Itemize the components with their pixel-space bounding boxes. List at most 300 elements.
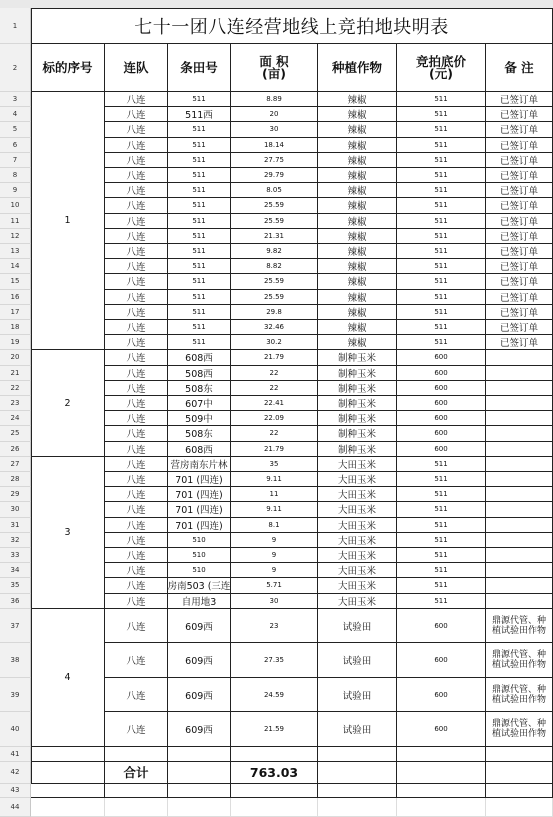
crop-cell[interactable]: 大田玉米 [318, 457, 397, 472]
field-number-cell[interactable]: 511 [168, 122, 231, 137]
remark-cell[interactable] [486, 502, 553, 517]
area-cell[interactable]: 9 [231, 548, 318, 563]
remark-cell[interactable]: 已签订单 [486, 168, 553, 183]
field-number-cell[interactable]: 511 [168, 320, 231, 335]
row-number[interactable]: 18 [0, 320, 31, 335]
remark-cell[interactable] [486, 594, 553, 609]
row-number[interactable]: 6 [0, 138, 31, 153]
field-number-cell[interactable]: 510 [168, 533, 231, 548]
area-cell[interactable]: 18.14 [231, 138, 318, 153]
total-label[interactable]: 合计 [105, 762, 168, 784]
team-cell[interactable]: 八连 [105, 643, 168, 678]
base-price-cell[interactable]: 511 [397, 153, 486, 168]
remark-cell[interactable]: 已签订单 [486, 305, 553, 320]
base-price-cell[interactable]: 600 [397, 609, 486, 644]
remark-cell[interactable] [486, 442, 553, 457]
area-cell[interactable]: 8.89 [231, 92, 318, 107]
base-price-cell[interactable]: 511 [397, 214, 486, 229]
team-cell[interactable]: 八连 [105, 198, 168, 213]
crop-cell[interactable]: 大田玉米 [318, 594, 397, 609]
field-number-cell[interactable]: 608西 [168, 442, 231, 457]
crop-cell[interactable]: 制种玉米 [318, 426, 397, 441]
remark-cell[interactable]: 已签订单 [486, 259, 553, 274]
column-header[interactable]: 竞拍底价 (元) [397, 44, 486, 92]
base-price-cell[interactable]: 511 [397, 533, 486, 548]
crop-cell[interactable]: 辣椒 [318, 259, 397, 274]
row-number[interactable]: 43 [0, 784, 31, 798]
row-number[interactable]: 35 [0, 578, 31, 593]
area-cell[interactable]: 29.8 [231, 305, 318, 320]
team-cell[interactable]: 八连 [105, 396, 168, 411]
field-number-cell[interactable]: 511 [168, 335, 231, 350]
area-cell[interactable]: 21.59 [231, 712, 318, 747]
area-cell[interactable]: 21.79 [231, 442, 318, 457]
row-number[interactable]: 34 [0, 563, 31, 578]
lot-number-cell[interactable]: 1 [31, 92, 105, 350]
area-cell[interactable]: 9.11 [231, 472, 318, 487]
remark-cell[interactable]: 已签订单 [486, 320, 553, 335]
base-price-cell[interactable]: 600 [397, 350, 486, 365]
area-cell[interactable]: 27.75 [231, 153, 318, 168]
base-price-cell[interactable]: 511 [397, 563, 486, 578]
team-cell[interactable]: 八连 [105, 502, 168, 517]
crop-cell[interactable]: 辣椒 [318, 335, 397, 350]
column-header[interactable]: 标的序号 [31, 44, 105, 92]
team-cell[interactable]: 八连 [105, 138, 168, 153]
base-price-cell[interactable]: 511 [397, 487, 486, 502]
base-price-cell[interactable]: 600 [397, 678, 486, 713]
base-price-cell[interactable]: 511 [397, 548, 486, 563]
remark-cell[interactable]: 已签订单 [486, 244, 553, 259]
team-cell[interactable]: 八连 [105, 320, 168, 335]
empty-cell[interactable] [486, 747, 553, 762]
base-price-cell[interactable]: 511 [397, 594, 486, 609]
row-number[interactable]: 40 [0, 712, 31, 747]
crop-cell[interactable]: 辣椒 [318, 183, 397, 198]
base-price-cell[interactable]: 511 [397, 107, 486, 122]
team-cell[interactable]: 八连 [105, 259, 168, 274]
area-cell[interactable]: 21.31 [231, 229, 318, 244]
team-cell[interactable]: 八连 [105, 92, 168, 107]
field-number-cell[interactable]: 701 (四连) [168, 518, 231, 533]
field-number-cell[interactable]: 511 [168, 183, 231, 198]
base-price-cell[interactable]: 511 [397, 122, 486, 137]
crop-cell[interactable]: 制种玉米 [318, 411, 397, 426]
team-cell[interactable]: 八连 [105, 578, 168, 593]
remark-cell[interactable]: 已签订单 [486, 335, 553, 350]
area-cell[interactable]: 30 [231, 594, 318, 609]
total-area[interactable]: 763.03 [231, 762, 318, 784]
field-number-cell[interactable]: 701 (四连) [168, 502, 231, 517]
base-price-cell[interactable]: 511 [397, 472, 486, 487]
crop-cell[interactable]: 制种玉米 [318, 366, 397, 381]
remark-cell[interactable]: 已签订单 [486, 92, 553, 107]
crop-cell[interactable]: 辣椒 [318, 214, 397, 229]
remark-cell[interactable] [486, 563, 553, 578]
row-number[interactable]: 8 [0, 168, 31, 183]
field-number-cell[interactable]: 511西 [168, 107, 231, 122]
team-cell[interactable]: 八连 [105, 426, 168, 441]
team-cell[interactable]: 八连 [105, 183, 168, 198]
area-cell[interactable]: 21.79 [231, 350, 318, 365]
crop-cell[interactable]: 制种玉米 [318, 442, 397, 457]
column-header[interactable]: 条田号 [168, 44, 231, 92]
area-cell[interactable]: 5.71 [231, 578, 318, 593]
base-price-cell[interactable]: 511 [397, 229, 486, 244]
area-cell[interactable]: 25.59 [231, 290, 318, 305]
crop-cell[interactable]: 大田玉米 [318, 518, 397, 533]
empty-cell[interactable] [397, 747, 486, 762]
field-number-cell[interactable]: 508西 [168, 366, 231, 381]
row-number[interactable]: 28 [0, 472, 31, 487]
remark-cell[interactable] [486, 578, 553, 593]
remark-cell[interactable] [486, 350, 553, 365]
crop-cell[interactable]: 制种玉米 [318, 381, 397, 396]
crop-cell[interactable]: 制种玉米 [318, 350, 397, 365]
row-number[interactable]: 27 [0, 457, 31, 472]
field-number-cell[interactable]: 510 [168, 563, 231, 578]
area-cell[interactable]: 22 [231, 381, 318, 396]
field-number-cell[interactable]: 509中 [168, 411, 231, 426]
team-cell[interactable]: 八连 [105, 594, 168, 609]
row-number[interactable]: 20 [0, 350, 31, 365]
empty-cell[interactable] [168, 747, 231, 762]
crop-cell[interactable]: 大田玉米 [318, 533, 397, 548]
row-number[interactable]: 10 [0, 198, 31, 213]
remark-cell[interactable]: 已签订单 [486, 214, 553, 229]
row-number[interactable]: 14 [0, 259, 31, 274]
area-cell[interactable]: 9.11 [231, 502, 318, 517]
field-number-cell[interactable]: 609西 [168, 678, 231, 713]
row-number[interactable]: 15 [0, 274, 31, 289]
field-number-cell[interactable]: 701 (四连) [168, 487, 231, 502]
team-cell[interactable]: 八连 [105, 107, 168, 122]
crop-cell[interactable]: 大田玉米 [318, 472, 397, 487]
crop-cell[interactable]: 大田玉米 [318, 548, 397, 563]
row-number[interactable]: 32 [0, 533, 31, 548]
team-cell[interactable]: 八连 [105, 533, 168, 548]
base-price-cell[interactable]: 511 [397, 320, 486, 335]
base-price-cell[interactable]: 511 [397, 578, 486, 593]
team-cell[interactable]: 八连 [105, 518, 168, 533]
remark-cell[interactable] [486, 426, 553, 441]
team-cell[interactable]: 八连 [105, 563, 168, 578]
empty-cell[interactable] [168, 762, 231, 784]
team-cell[interactable]: 八连 [105, 244, 168, 259]
field-number-cell[interactable]: 609西 [168, 712, 231, 747]
column-header[interactable]: 种植作物 [318, 44, 397, 92]
base-price-cell[interactable]: 511 [397, 92, 486, 107]
row-number[interactable]: 24 [0, 411, 31, 426]
base-price-cell[interactable]: 511 [397, 290, 486, 305]
field-number-cell[interactable]: 511 [168, 214, 231, 229]
empty-cell[interactable] [318, 762, 397, 784]
crop-cell[interactable]: 辣椒 [318, 122, 397, 137]
crop-cell[interactable]: 辣椒 [318, 305, 397, 320]
team-cell[interactable]: 八连 [105, 712, 168, 747]
row-number[interactable]: 3 [0, 92, 31, 107]
crop-cell[interactable]: 试验田 [318, 643, 397, 678]
field-number-cell[interactable]: 511 [168, 153, 231, 168]
team-cell[interactable]: 八连 [105, 335, 168, 350]
team-cell[interactable]: 八连 [105, 411, 168, 426]
field-number-cell[interactable]: 511 [168, 259, 231, 274]
lot-number-cell[interactable]: 2 [31, 350, 105, 456]
area-cell[interactable]: 8.05 [231, 183, 318, 198]
team-cell[interactable]: 八连 [105, 168, 168, 183]
lot-number-cell[interactable]: 4 [31, 609, 105, 747]
crop-cell[interactable]: 辣椒 [318, 138, 397, 153]
field-number-cell[interactable]: 609西 [168, 609, 231, 644]
remark-cell[interactable] [486, 487, 553, 502]
row-number[interactable]: 12 [0, 229, 31, 244]
row-number[interactable]: 30 [0, 502, 31, 517]
row-number[interactable]: 9 [0, 183, 31, 198]
crop-cell[interactable]: 辣椒 [318, 274, 397, 289]
area-cell[interactable]: 29.79 [231, 168, 318, 183]
crop-cell[interactable]: 辣椒 [318, 153, 397, 168]
field-number-cell[interactable]: 511 [168, 92, 231, 107]
remark-cell[interactable] [486, 396, 553, 411]
crop-cell[interactable]: 辣椒 [318, 107, 397, 122]
remark-cell[interactable]: 已签订单 [486, 290, 553, 305]
empty-cell[interactable] [486, 762, 553, 784]
base-price-cell[interactable]: 511 [397, 305, 486, 320]
column-header[interactable]: 连队 [105, 44, 168, 92]
row-number[interactable]: 13 [0, 244, 31, 259]
team-cell[interactable]: 八连 [105, 366, 168, 381]
row-number[interactable]: 26 [0, 442, 31, 457]
team-cell[interactable]: 八连 [105, 305, 168, 320]
column-header[interactable]: 面 积 (亩) [231, 44, 318, 92]
empty-cell[interactable] [486, 784, 553, 798]
remark-cell[interactable]: 已签订单 [486, 138, 553, 153]
area-cell[interactable]: 9 [231, 533, 318, 548]
base-price-cell[interactable]: 600 [397, 396, 486, 411]
remark-cell[interactable]: 鼎源代管、种植试验田作物 [486, 712, 553, 747]
crop-cell[interactable]: 大田玉米 [318, 487, 397, 502]
crop-cell[interactable]: 辣椒 [318, 320, 397, 335]
area-cell[interactable]: 25.59 [231, 214, 318, 229]
area-cell[interactable]: 24.59 [231, 678, 318, 713]
area-cell[interactable]: 30.2 [231, 335, 318, 350]
crop-cell[interactable]: 辣椒 [318, 229, 397, 244]
area-cell[interactable]: 23 [231, 609, 318, 644]
crop-cell[interactable]: 辣椒 [318, 92, 397, 107]
crop-cell[interactable]: 辣椒 [318, 290, 397, 305]
empty-cell[interactable] [397, 762, 486, 784]
row-number[interactable]: 19 [0, 335, 31, 350]
row-number[interactable]: 42 [0, 762, 31, 784]
empty-grid-cell[interactable] [105, 798, 168, 817]
base-price-cell[interactable]: 600 [397, 426, 486, 441]
sheet-title[interactable]: 七十一团八连经营地线上竞拍地块明表 [31, 8, 553, 44]
remark-cell[interactable]: 鼎源代管、种植试验田作物 [486, 678, 553, 713]
field-number-cell[interactable]: 自用地3 [168, 594, 231, 609]
team-cell[interactable]: 八连 [105, 457, 168, 472]
area-cell[interactable]: 9 [231, 563, 318, 578]
row-number[interactable]: 39 [0, 678, 31, 713]
crop-cell[interactable]: 试验田 [318, 678, 397, 713]
area-cell[interactable]: 32.46 [231, 320, 318, 335]
field-number-cell[interactable]: 511 [168, 138, 231, 153]
remark-cell[interactable]: 已签订单 [486, 183, 553, 198]
team-cell[interactable]: 八连 [105, 290, 168, 305]
remark-cell[interactable] [486, 366, 553, 381]
field-number-cell[interactable]: 511 [168, 198, 231, 213]
team-cell[interactable]: 八连 [105, 350, 168, 365]
row-number[interactable]: 11 [0, 214, 31, 229]
row-number[interactable]: 2 [0, 44, 31, 92]
row-number[interactable]: 31 [0, 518, 31, 533]
base-price-cell[interactable]: 511 [397, 457, 486, 472]
crop-cell[interactable]: 大田玉米 [318, 502, 397, 517]
row-number[interactable]: 23 [0, 396, 31, 411]
field-number-cell[interactable]: 607中 [168, 396, 231, 411]
team-cell[interactable]: 八连 [105, 214, 168, 229]
remark-cell[interactable] [486, 533, 553, 548]
remark-cell[interactable] [486, 411, 553, 426]
team-cell[interactable]: 八连 [105, 442, 168, 457]
field-number-cell[interactable]: 511 [168, 305, 231, 320]
field-number-cell[interactable]: 511 [168, 290, 231, 305]
column-header[interactable]: 备 注 [486, 44, 553, 92]
field-number-cell[interactable]: 511 [168, 229, 231, 244]
field-number-cell[interactable]: 511 [168, 244, 231, 259]
row-number[interactable]: 33 [0, 548, 31, 563]
row-number[interactable]: 29 [0, 487, 31, 502]
base-price-cell[interactable]: 511 [397, 274, 486, 289]
lot-number-cell[interactable]: 3 [31, 457, 105, 609]
team-cell[interactable]: 八连 [105, 487, 168, 502]
field-number-cell[interactable]: 营房南东片林 [168, 457, 231, 472]
team-cell[interactable]: 八连 [105, 381, 168, 396]
team-cell[interactable]: 八连 [105, 472, 168, 487]
team-cell[interactable]: 八连 [105, 153, 168, 168]
row-number[interactable]: 7 [0, 153, 31, 168]
empty-grid-cell[interactable] [31, 798, 105, 817]
base-price-cell[interactable]: 600 [397, 643, 486, 678]
remark-cell[interactable] [486, 381, 553, 396]
field-number-cell[interactable]: 511 [168, 274, 231, 289]
row-number[interactable]: 38 [0, 643, 31, 678]
area-cell[interactable]: 22 [231, 366, 318, 381]
remark-cell[interactable] [486, 548, 553, 563]
area-cell[interactable]: 30 [231, 122, 318, 137]
empty-cell[interactable] [231, 784, 318, 798]
field-number-cell[interactable]: 508东 [168, 381, 231, 396]
area-cell[interactable]: 27.35 [231, 643, 318, 678]
crop-cell[interactable]: 大田玉米 [318, 563, 397, 578]
crop-cell[interactable]: 辣椒 [318, 244, 397, 259]
crop-cell[interactable]: 试验田 [318, 609, 397, 644]
team-cell[interactable]: 八连 [105, 609, 168, 644]
area-cell[interactable]: 20 [231, 107, 318, 122]
base-price-cell[interactable]: 511 [397, 518, 486, 533]
base-price-cell[interactable]: 511 [397, 502, 486, 517]
area-cell[interactable]: 22.41 [231, 396, 318, 411]
empty-grid-cell[interactable] [486, 798, 553, 817]
empty-grid-cell[interactable] [168, 798, 231, 817]
row-number[interactable]: 22 [0, 381, 31, 396]
crop-cell[interactable]: 大田玉米 [318, 578, 397, 593]
base-price-cell[interactable]: 511 [397, 244, 486, 259]
base-price-cell[interactable]: 511 [397, 138, 486, 153]
field-number-cell[interactable]: 608西 [168, 350, 231, 365]
empty-cell[interactable] [231, 747, 318, 762]
area-cell[interactable]: 11 [231, 487, 318, 502]
empty-cell[interactable] [168, 784, 231, 798]
empty-grid-cell[interactable] [231, 798, 318, 817]
empty-cell[interactable] [105, 784, 168, 798]
empty-cell[interactable] [31, 784, 105, 798]
empty-cell[interactable] [31, 762, 105, 784]
row-number[interactable]: 21 [0, 366, 31, 381]
remark-cell[interactable]: 已签订单 [486, 274, 553, 289]
team-cell[interactable]: 八连 [105, 274, 168, 289]
row-number[interactable]: 1 [0, 8, 31, 44]
remark-cell[interactable]: 已签订单 [486, 198, 553, 213]
team-cell[interactable]: 八连 [105, 678, 168, 713]
area-cell[interactable]: 8.82 [231, 259, 318, 274]
team-cell[interactable]: 八连 [105, 548, 168, 563]
row-number[interactable]: 25 [0, 426, 31, 441]
field-number-cell[interactable]: 511 [168, 168, 231, 183]
crop-cell[interactable]: 制种玉米 [318, 396, 397, 411]
base-price-cell[interactable]: 600 [397, 366, 486, 381]
base-price-cell[interactable]: 511 [397, 335, 486, 350]
remark-cell[interactable]: 鼎源代管、种植试验田作物 [486, 643, 553, 678]
base-price-cell[interactable]: 511 [397, 259, 486, 274]
remark-cell[interactable] [486, 518, 553, 533]
team-cell[interactable]: 八连 [105, 122, 168, 137]
field-number-cell[interactable]: 510 [168, 548, 231, 563]
empty-cell[interactable] [397, 784, 486, 798]
remark-cell[interactable]: 已签订单 [486, 122, 553, 137]
empty-cell[interactable] [105, 747, 168, 762]
row-number[interactable]: 37 [0, 609, 31, 644]
remark-cell[interactable]: 鼎源代管、种植试验田作物 [486, 609, 553, 644]
area-cell[interactable]: 25.59 [231, 274, 318, 289]
field-number-cell[interactable]: 房南503 (三连 [168, 578, 231, 593]
row-number[interactable]: 4 [0, 107, 31, 122]
remark-cell[interactable]: 已签订单 [486, 229, 553, 244]
base-price-cell[interactable]: 511 [397, 168, 486, 183]
crop-cell[interactable]: 试验田 [318, 712, 397, 747]
row-number[interactable]: 17 [0, 305, 31, 320]
empty-grid-cell[interactable] [318, 798, 397, 817]
area-cell[interactable]: 22 [231, 426, 318, 441]
crop-cell[interactable]: 辣椒 [318, 198, 397, 213]
remark-cell[interactable] [486, 472, 553, 487]
base-price-cell[interactable]: 600 [397, 411, 486, 426]
base-price-cell[interactable]: 511 [397, 183, 486, 198]
row-number[interactable]: 41 [0, 747, 31, 762]
crop-cell[interactable]: 辣椒 [318, 168, 397, 183]
base-price-cell[interactable]: 600 [397, 381, 486, 396]
field-number-cell[interactable]: 609西 [168, 643, 231, 678]
area-cell[interactable]: 25.59 [231, 198, 318, 213]
area-cell[interactable]: 35 [231, 457, 318, 472]
empty-cell[interactable] [318, 747, 397, 762]
remark-cell[interactable]: 已签订单 [486, 153, 553, 168]
area-cell[interactable]: 22.09 [231, 411, 318, 426]
field-number-cell[interactable]: 508东 [168, 426, 231, 441]
remark-cell[interactable]: 已签订单 [486, 107, 553, 122]
empty-cell[interactable] [31, 747, 105, 762]
base-price-cell[interactable]: 511 [397, 198, 486, 213]
row-number[interactable]: 44 [0, 798, 31, 817]
